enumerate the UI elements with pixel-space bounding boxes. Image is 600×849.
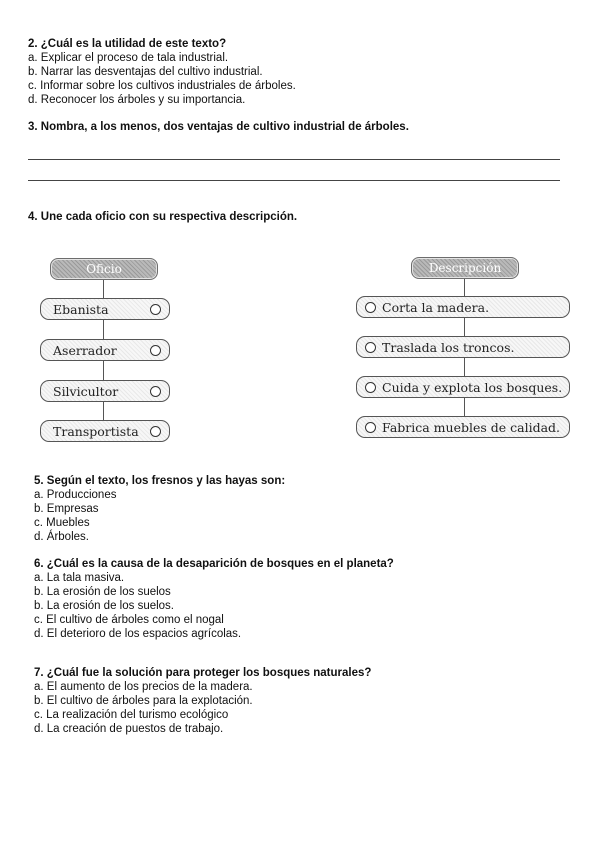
- connect-point-icon[interactable]: [150, 386, 161, 397]
- question-2-option-b: b. Narrar las desventajas del cultivo industrial.: [28, 66, 263, 78]
- question-2: [28, 37, 296, 107]
- descripcion-item[interactable]: [356, 416, 570, 438]
- descripcion-item[interactable]: [356, 376, 570, 398]
- question-6-option-c: c. El cultivo de árboles como el nogal: [34, 614, 224, 626]
- question-6-option-b: b. La erosión de los suelos: [34, 586, 171, 598]
- question-7-option-c: c. La realización del turismo ecológico: [34, 709, 229, 721]
- question-5-title: 5. Según el texto, los fresnos y las hayas son:: [34, 475, 286, 487]
- question-2-option-d: d. Reconocer los árboles y su importancia.: [28, 94, 246, 106]
- descripcion-header: Descripción: [411, 257, 519, 279]
- question-7: [34, 666, 371, 736]
- question-2-option-c: c. Informar sobre los cultivos industriales de árboles.: [28, 80, 296, 92]
- question-7-option-b: b. El cultivo de árboles para la explotación.: [34, 695, 253, 707]
- oficio-item-label: Transportista: [53, 423, 139, 439]
- descripcion-item-label: Corta la madera.: [382, 299, 490, 315]
- question-3: [28, 120, 409, 134]
- question-5: [34, 474, 285, 544]
- connect-point-icon[interactable]: [365, 302, 376, 313]
- question-6: [34, 557, 394, 641]
- oficio-item[interactable]: [40, 380, 170, 402]
- descripcion-item-label: Traslada los troncos.: [382, 339, 515, 355]
- oficio-item-label: Ebanista: [53, 301, 109, 317]
- descripcion-item-label: Fabrica muebles de calidad.: [382, 419, 561, 435]
- oficio-item-label: Aserrador: [53, 342, 117, 358]
- question-6-option-d: d. El deterioro de los espacios agrícolas.: [34, 628, 242, 640]
- connect-point-icon[interactable]: [365, 382, 376, 393]
- question-3-title: 3. Nombra, a los menos, dos ventajas de cultivo industrial de árboles.: [28, 121, 409, 133]
- question-2-option-a: a. Explicar el proceso de tala industrial.: [28, 52, 229, 64]
- oficio-item-label: Silvicultor: [53, 383, 119, 399]
- descripcion-item[interactable]: [356, 296, 570, 318]
- connect-point-icon[interactable]: [365, 342, 376, 353]
- question-6-option-a: a. La tala masiva.: [34, 572, 125, 584]
- question-2-title: 2. ¿Cuál es la utilidad de este texto?: [28, 38, 227, 50]
- question-5-option-d: d. Árboles.: [34, 531, 89, 543]
- question-5-option-a: a. Producciones: [34, 489, 117, 501]
- descripcion-item[interactable]: [356, 336, 570, 358]
- oficio-header: Oficio: [50, 258, 158, 280]
- oficio-item[interactable]: [40, 339, 170, 361]
- descripcion-item-label: Cuida y explota los bosques.: [382, 379, 563, 395]
- question-7-title: 7. ¿Cuál fue la solución para proteger los bosques naturales?: [34, 667, 372, 679]
- connect-point-icon[interactable]: [150, 426, 161, 437]
- question-7-option-d: d. La creación de puestos de trabajo.: [34, 723, 224, 735]
- oficio-item[interactable]: [40, 420, 170, 442]
- question-4: [28, 210, 297, 224]
- question-7-option-a: a. El aumento de los precios de la madera.: [34, 681, 253, 693]
- answer-line-2[interactable]: [28, 180, 560, 181]
- question-5-option-c: c. Muebles: [34, 517, 90, 529]
- answer-line-1[interactable]: [28, 159, 560, 160]
- question-4-title: 4. Une cada oficio con su respectiva descripción.: [28, 211, 298, 223]
- oficio-item[interactable]: [40, 298, 170, 320]
- question-5-option-b: b. Empresas: [34, 503, 99, 515]
- question-6-option-b-repeat: b. La erosión de los suelos.: [34, 600, 175, 612]
- connect-point-icon[interactable]: [150, 345, 161, 356]
- connect-point-icon[interactable]: [150, 304, 161, 315]
- question-6-title: 6. ¿Cuál es la causa de la desaparición de bosques en el planeta?: [34, 558, 394, 570]
- connect-point-icon[interactable]: [365, 422, 376, 433]
